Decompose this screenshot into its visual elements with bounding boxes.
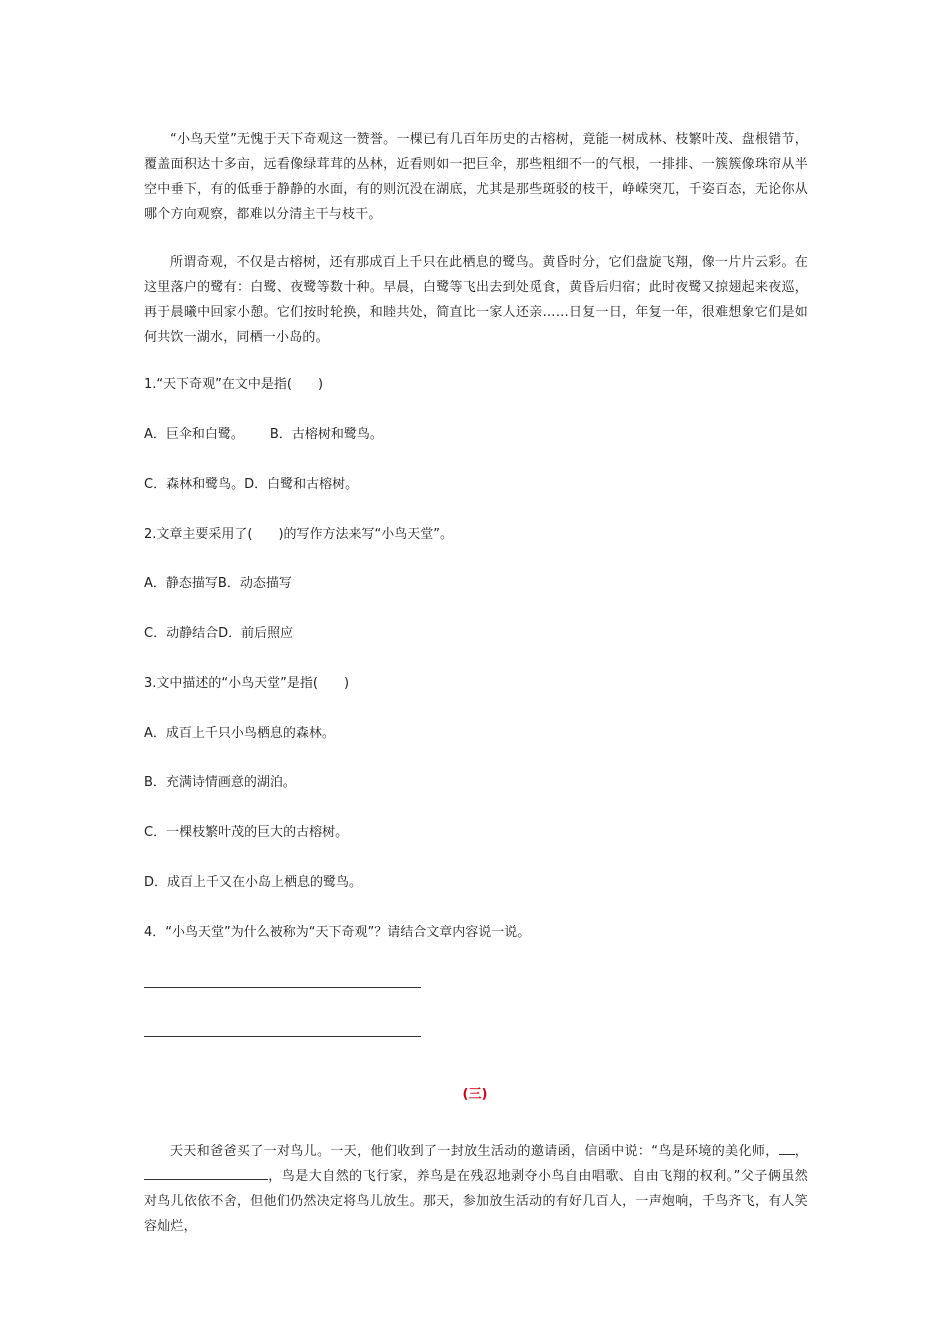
question-3-option-a: A．成百上千只小鸟栖息的森林。: [144, 726, 335, 741]
passage-paragraph-2: 所谓奇观，不仅是古榕树，还有那成百上千只在此栖息的鹭鸟。黄昏时分，它们盘旋飞翔，像一片片云彩。在这里落户的鹭有：白鹭、夜鹭等数十种。早晨，白鹭等飞出去到处觅食，黄昏后归宿；此时夜鹭又掠翅起来夜巡，再于晨曦中回家小憩。它们按时轮换，和睦共处，简直比一家人还亲……日复一日，年复一年，很难想象它们是如何共饮一湖水，同栖一小岛的。: [144, 255, 808, 345]
question-2-option-d: D．前后照应: [218, 626, 294, 641]
question-1-options-ab: [144, 425, 383, 445]
section-3-text-rest: ，鸟是大自然的飞行家，养鸟是在残忍地剥夺小鸟自由唱歌、自由飞翔的权利。”父子俩虽然对鸟儿依依不舍，但他们仍然决定将鸟儿放生。那天，参加放生活动的有好几百人，一声炮响，千鸟齐飞，有人笑容灿烂，: [144, 1169, 808, 1234]
question-2-options-cd: [144, 624, 293, 644]
question-1-option-b: B．古榕树和鹭鸟。: [269, 427, 383, 442]
question-3-stem: 3.文中描述的“小鸟天堂”是指( ): [144, 676, 350, 691]
question-1-option-d: D．白鹭和古榕树。: [244, 477, 359, 492]
answer-line-1[interactable]: [144, 987, 421, 988]
question-1-options-cd: [144, 475, 358, 495]
fill-in-blank-1[interactable]: [779, 1140, 795, 1155]
question-3-option-b: B．充满诗情画意的湖泊。: [144, 775, 296, 790]
question-1-stem: 1.“天下奇观”在文中是指( ): [144, 377, 324, 392]
question-2-stem: 2.文章主要采用了( )的写作方法来写“小鸟天堂”。: [144, 527, 454, 542]
section-title: (三): [462, 1087, 488, 1102]
section-3-paragraph: [144, 1139, 808, 1239]
question-2-options-ab: [144, 574, 292, 594]
question-2-option-a: A．静态描写: [144, 576, 218, 591]
question-1-option-c: C．森林和鹭鸟。: [144, 477, 245, 492]
fill-in-blank-2[interactable]: [144, 1165, 268, 1180]
question-2-option-c: C．动静结合: [144, 626, 219, 641]
section-3-text-start: 天天和爸爸买了一对鸟儿。一天，他们收到了一封放生活动的邀请函，信函中说：“鸟是环境的美化师，: [170, 1144, 779, 1159]
question-4-stem: 4．“小鸟天堂”为什么被称为“天下奇观”？请结合文章内容说一说。: [144, 925, 531, 940]
answer-line-2[interactable]: [144, 1036, 421, 1037]
question-2-option-b: B．动态描写: [217, 576, 292, 591]
section-3-comma: ，: [794, 1144, 809, 1159]
passage-paragraph-1: “小鸟天堂”无愧于天下奇观这一赞誉。一棵已有几百年历史的古榕树，竟能一树成林、枝繁叶茂、盘根错节，覆盖面积达十多亩，远看像绿茸茸的丛林，近看则如一把巨伞，那些粗细不一的气根，一排排、一簇簇像珠帘从半空中垂下，有的低垂于静静的水面，有的则沉没在湖底，尤其是那些斑驳的枝干，峥嵘突兀，千姿百态，无论你从哪个方向观察，都难以分清主干与枝干。: [144, 132, 808, 222]
question-3-option-c: C．一棵枝繁叶茂的巨大的古榕树。: [144, 825, 349, 840]
question-1-option-a: A．巨伞和白鹭。: [144, 427, 244, 442]
question-3-option-d: D．成百上千又在小岛上栖息的鹭鸟。: [144, 875, 363, 890]
